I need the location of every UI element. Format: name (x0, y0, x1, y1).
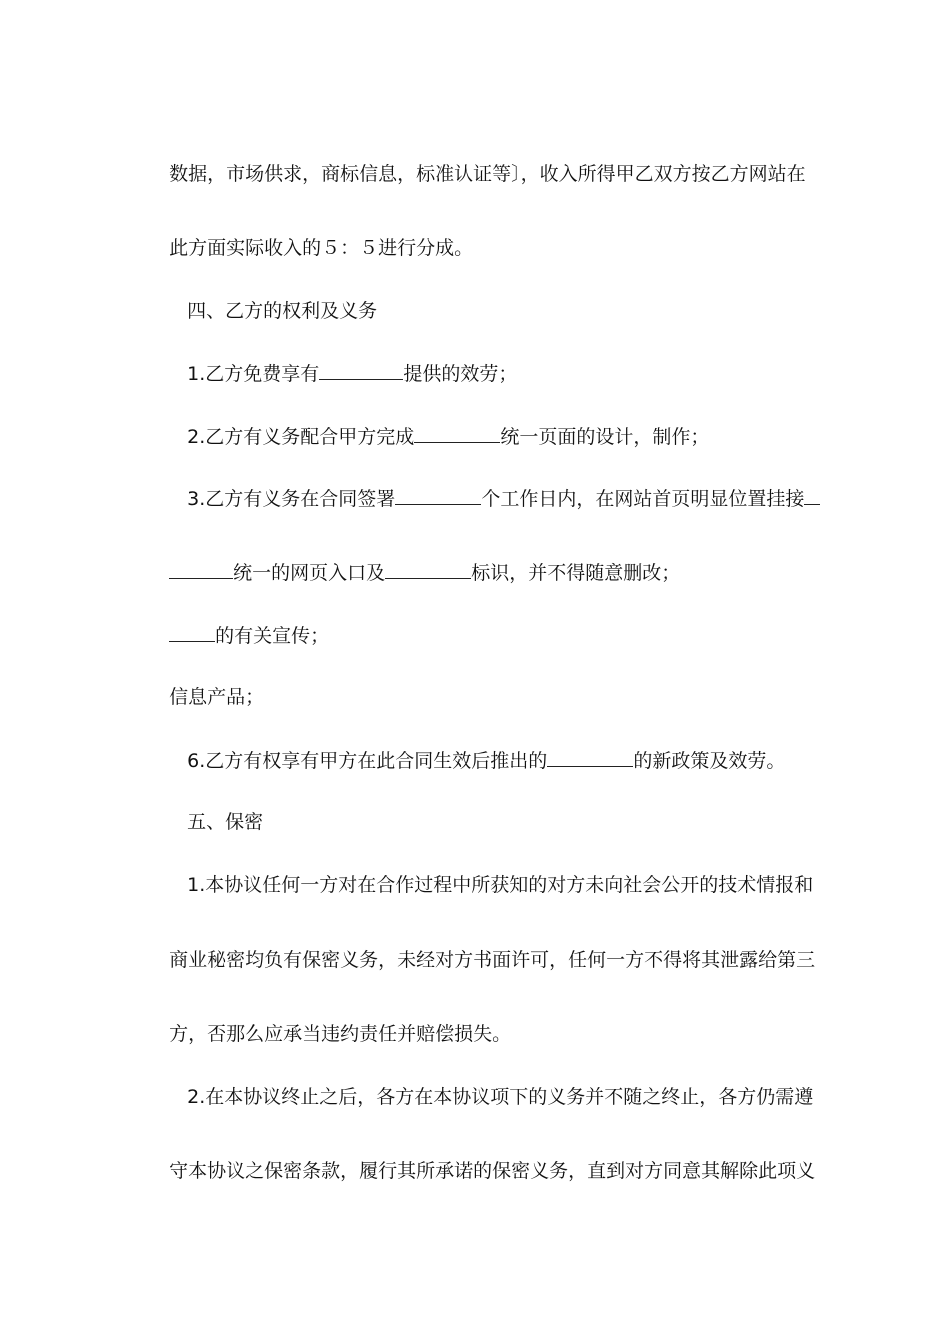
clause-line (163, 462, 820, 535)
line-text: 数据，市场供求，商标信息，标准认证等〕，收入所得甲乙双方按乙方网站在 (169, 163, 806, 185)
line-text: 统一的网页入口及 (233, 562, 386, 584)
line-text: 3.乙方有义务在合同签署 (187, 488, 396, 510)
line-text: 6.乙方有权享有甲方在此合同生效后推出的 (187, 750, 548, 772)
line-text: 此方面实际收入的５：５进行分成。 (169, 237, 474, 259)
fill-in-blank (319, 361, 403, 380)
heading-text: 四、乙方的权利及义务 (187, 300, 378, 322)
fill-in-blank (395, 486, 481, 505)
fill-in-blank (414, 424, 500, 443)
line-text: 的新政策及效劳。 (633, 750, 786, 772)
paragraph-line (145, 212, 473, 284)
line-text: 方，否那么应承当违约责任并赔偿损失。 (169, 1023, 512, 1045)
line-text: 1.乙方免费享有 (187, 363, 320, 385)
line-text: 2.在本协议终止之后，各方在本协议项下的义务并不随之终止，各方仍需遵 (187, 1086, 814, 1108)
section-heading (163, 786, 263, 858)
line-text: 提供的效劳； (403, 363, 518, 385)
clause-line (145, 661, 264, 733)
paragraph-line (163, 1061, 813, 1133)
paragraph-line (145, 924, 815, 996)
fill-in-blank (169, 560, 233, 579)
line-text: 的有关宣传； (215, 625, 330, 647)
fill-in-blank (804, 486, 820, 505)
fill-in-blank (385, 560, 471, 579)
paragraph-line (163, 849, 813, 921)
paragraph-line (145, 1135, 815, 1207)
line-text: 1.本协议任何一方对在合作过程中所获知的对方未向社会公开的技术情报和 (187, 874, 814, 896)
line-text: 信息产品； (169, 686, 265, 708)
line-text: 统一页面的设计，制作； (500, 426, 710, 448)
line-text: 个工作日内，在网站首页明显位置挂接 (481, 488, 805, 510)
heading-text: 五、保密 (187, 811, 264, 833)
paragraph-line (145, 998, 511, 1070)
paragraph-line (145, 138, 806, 210)
line-text: 2.乙方有义务配合甲方完成 (187, 426, 415, 448)
fill-in-blank (169, 623, 215, 642)
fill-in-blank (547, 748, 633, 767)
line-text: 标识，并不得随意删改； (471, 562, 681, 584)
line-text: 商业秘密均负有保密义务，未经对方书面许可，任何一方不得将其泄露给第三 (169, 949, 816, 971)
line-text: 守本协议之保密条款，履行其所承诺的保密义务，直到对方同意其解除此项义 (169, 1160, 816, 1182)
